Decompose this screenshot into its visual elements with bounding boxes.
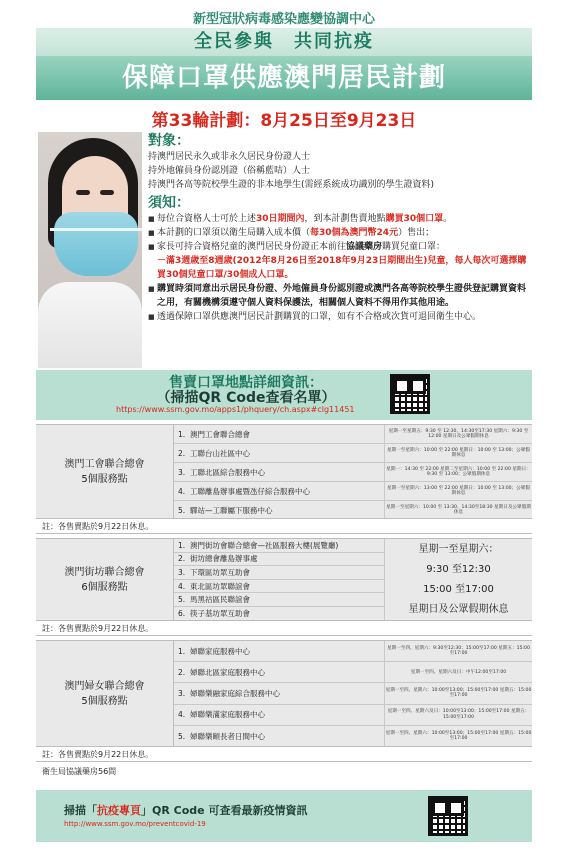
group-note: 註：各售賣點於9月22日休息。 [36, 746, 532, 762]
table-row: 2. 婦聯北區家庭服務中心 星期一至四、星期六及日：中午12:00至17:00 [174, 662, 532, 683]
table-row: 4. 婦聯樂滿家庭服務中心 星期一至四、星期六及日：10:00至13:00；15:00至17:00 星期五：15:00至17:00 [174, 705, 532, 726]
footer-text: 掃描「抗疫專頁」QR Code 可查看最新疫情資訊 [64, 804, 308, 817]
woman-with-mask-photo [38, 132, 142, 368]
table-row: 4. 東北區坊眾聯誼會 [174, 580, 384, 594]
location-name: 婦聯樂頤長者日間中心 [190, 731, 265, 741]
group-count: 6個服務點 [81, 581, 128, 593]
footer-url[interactable]: http://www.ssm.gov.mo/preventcovid-19 [64, 820, 206, 828]
table-row: 5. 驛站—工聯屬下服務中心 星期一至星期六：10:00 至 13:30、14:30至18:30 星期日及公眾假期休息 [174, 501, 532, 519]
slogan: 全民參與 共同抗疫 [36, 28, 532, 56]
location-name: 東北區坊眾聯誼會 [190, 581, 250, 591]
opening-hours: 星期一至星期六：13:00 至 22:00 星期日：10:00 至 13:00；公眾假期休息 [384, 482, 532, 500]
eligibility-heading: 對象： [148, 133, 190, 149]
info-panel [148, 132, 532, 324]
group-name: 澳門街坊聯合總會 [64, 566, 145, 578]
location-name: 馬黑祜區民聯誼會 [190, 595, 250, 605]
pharmacy-count: 衛生局協議藥房56間 [36, 764, 532, 780]
opening-hours: 星期一至四、星期六：10:00至13:00；15:00至17:00 星期五：15:00至17:00 [384, 683, 532, 703]
table-row: 2. 街坊總會離島辦事處 [174, 553, 384, 567]
notice-item: ■ 每位合資格人士可於上述30日期間內，到本計劃售賣地點購買30個口罩。 [148, 212, 532, 226]
location-name: 筷子基坊眾互助會 [190, 609, 250, 619]
opening-hours: 星期一至星期五：9:30 至 12:30、14:30至17:30 星期六：9:30 至 12:00 星期日及公眾假期休息 [384, 425, 532, 443]
location-name: 婦聯樂滿家庭服務中心 [190, 710, 265, 720]
location-name: 婦聯樂融家庭綜合服務中心 [190, 688, 280, 698]
group-name: 澳門婦女聯合總會 [64, 680, 145, 692]
table-row: 3. 下環區坊眾互助會 [174, 566, 384, 580]
eligibility-line: 持澳門各高等院校學生證的非本地學生(需經系統成功識別的學生證資料) [148, 180, 435, 190]
table-row: 1. 澳門工會聯合總會 星期一至星期五：9:30 至 12:30、14:30至17:30 星期六：9:30 至 12:00 星期日及公眾假期休息 [174, 425, 532, 444]
location-name: 澳門街坊會聯合總會—社區服務大樓(展覽廳) [190, 540, 339, 550]
group-name-cell [36, 425, 174, 518]
opening-hours: 星期一至四、星期六：10:00至13:00；15:00至17:00 星期五：15:00至17:00 [384, 726, 532, 747]
table-row: 5. 婦聯樂頤長者日間中心 星期一至四、星期六：10:00至13:00；15:00至17:00 星期五：15:00至17:00 [174, 726, 532, 747]
table-row: 6. 筷子基坊眾互助會 [174, 607, 384, 621]
opening-hours: 星期一至四、星期六及日：10:00至13:00；15:00至17:00 星期五：15:00至17:00 [384, 705, 532, 725]
poster [36, 0, 532, 852]
location-name: 澳門工會聯合總會 [190, 429, 250, 439]
eligibility-line: 持外地僱員身份認別證（俗稱藍咭）人士 [148, 166, 311, 176]
footer-banner [36, 790, 532, 842]
opening-hours: 星期一至四、星期六：9:30至12:30；15:00至17:00 星期五：15:00至17:00 [384, 641, 532, 661]
table-row: 3. 婦聯樂融家庭綜合服務中心 星期一至四、星期六：10:00至13:00；15:00至17:00 星期五：15:00至17:00 [174, 683, 532, 704]
location-name: 婦聯家庭服務中心 [190, 646, 250, 656]
table-row: 4. 工聯離島辦事處暨氹仔綜合服務中心 星期一至星期六：13:00 至 22:00 星期日：10:00 至 13:00；公眾假期休息 [174, 482, 532, 501]
group-name-cell [36, 641, 174, 746]
group-name: 澳門工會聯合總會 [64, 458, 145, 470]
opening-hours: 星期一：14:30 至 22:00 星期二至星期六：10:00 至 22:00 星期日：9:30 至 13:00；公眾假期休息 [384, 463, 532, 481]
location-name: 街坊總會離島辦事處 [190, 554, 258, 564]
location-name: 工聯北區綜合服務中心 [190, 467, 265, 477]
location-name: 下環區坊眾互助會 [190, 567, 250, 577]
sales-title: 售賣口罩地點詳細資訊： [169, 375, 323, 391]
location-name: 工聯台山社區中心 [190, 448, 250, 458]
group-count: 5個服務點 [81, 473, 128, 485]
notice-item: ■ 透過保障口罩供應澳門居民計劃購買的口罩，如有不合格或次貨可退回衛生中心。 [148, 310, 532, 324]
group-name-cell [36, 539, 174, 620]
table-row: 3. 工聯北區綜合服務中心 星期一：14:30 至 22:00 星期二至星期六：10:00 至 22:00 星期日：9:30 至 13:00；公眾假期休息 [174, 463, 532, 482]
opening-hours: 星期一至星期六： 9:30 至12:30 15:00 至17:00 星期日及公眾假期休息 [384, 539, 532, 620]
group-workers-union [36, 424, 532, 518]
child-mask-note: －滿3週歲至8週歲(2012年8月26日至2018年9月23日期間出生)兒童，每人每次可選擇購買30個兒童口罩/30個成人口罩。 [157, 256, 527, 280]
table-row: 2. 工聯台山社區中心 星期一至星期六：10:00 至 22:00 星期日：10:00 至 13:00；公眾假期休息 [174, 444, 532, 463]
qr-code-icon[interactable] [390, 374, 430, 414]
notice-item: ■ 家長可持合資格兒童的澳門居民身份證正本前往協議藥房購買兒童口罩： [148, 240, 532, 254]
notice-item: ■ 本計劃的口罩須以衛生局購入成本價（每30個為澳門幣24元）售出； [148, 226, 532, 240]
location-name: 工聯離島辦事處暨氹仔綜合服務中心 [190, 486, 310, 496]
table-row: 5. 馬黑祜區民聯誼會 [174, 593, 384, 607]
location-name: 驛站—工聯屬下服務中心 [190, 505, 273, 515]
round-dates: 第33輪計劃：8月25日至9月23日 [151, 111, 417, 131]
group-womens-association [36, 640, 532, 746]
table-row: 1. 澳門街坊會聯合總會—社區服務大樓(展覽廳) [174, 539, 384, 553]
qr-code-icon[interactable] [428, 796, 468, 836]
page-title: 保障口罩供應澳門居民計劃 [36, 56, 532, 100]
eligibility-line: 持澳門居民永久或非永久居民身份證人士 [148, 152, 311, 162]
org-name: 新型冠狀病毒感染應變協調中心 [192, 12, 375, 27]
group-count: 5個服務點 [81, 695, 128, 707]
sales-url[interactable]: https://www.ssm.gov.mo/apps1/phquery/ch.aspx#clg11451 [116, 405, 355, 414]
opening-hours: 星期一至星期六：10:00 至 22:00 星期日：10:00 至 13:00；公眾假期休息 [384, 444, 532, 462]
group-note: 註：各售賣點於9月22日休息。 [36, 518, 532, 534]
notice-item: ■ 購買時須同意出示居民身份證、外地僱員身份認別證或澳門各高等院校學生證供登記購買資料之用，有關機構須遵守個人資料保護法，相關個人資料不得用作其他用途。 [148, 282, 532, 310]
table-row: 1. 婦聯家庭服務中心 星期一至四、星期六：9:30至12:30；15:00至17:00 星期五：15:00至17:00 [174, 641, 532, 662]
opening-hours: 星期一至四、星期六及日：中午12:00至17:00 [384, 662, 532, 682]
group-note: 註：各售賣點於9月22日休息。 [36, 620, 532, 636]
sales-subtitle: （掃描QR Code查看名單） [156, 390, 336, 406]
sales-points-banner [36, 370, 532, 420]
group-kaifong [36, 538, 532, 620]
opening-hours: 星期一至星期六：10:00 至 13:30、14:30至18:30 星期日及公眾假期休息 [384, 501, 532, 519]
location-name: 婦聯北區家庭服務中心 [190, 667, 265, 677]
notice-heading: 須知： [148, 195, 190, 211]
